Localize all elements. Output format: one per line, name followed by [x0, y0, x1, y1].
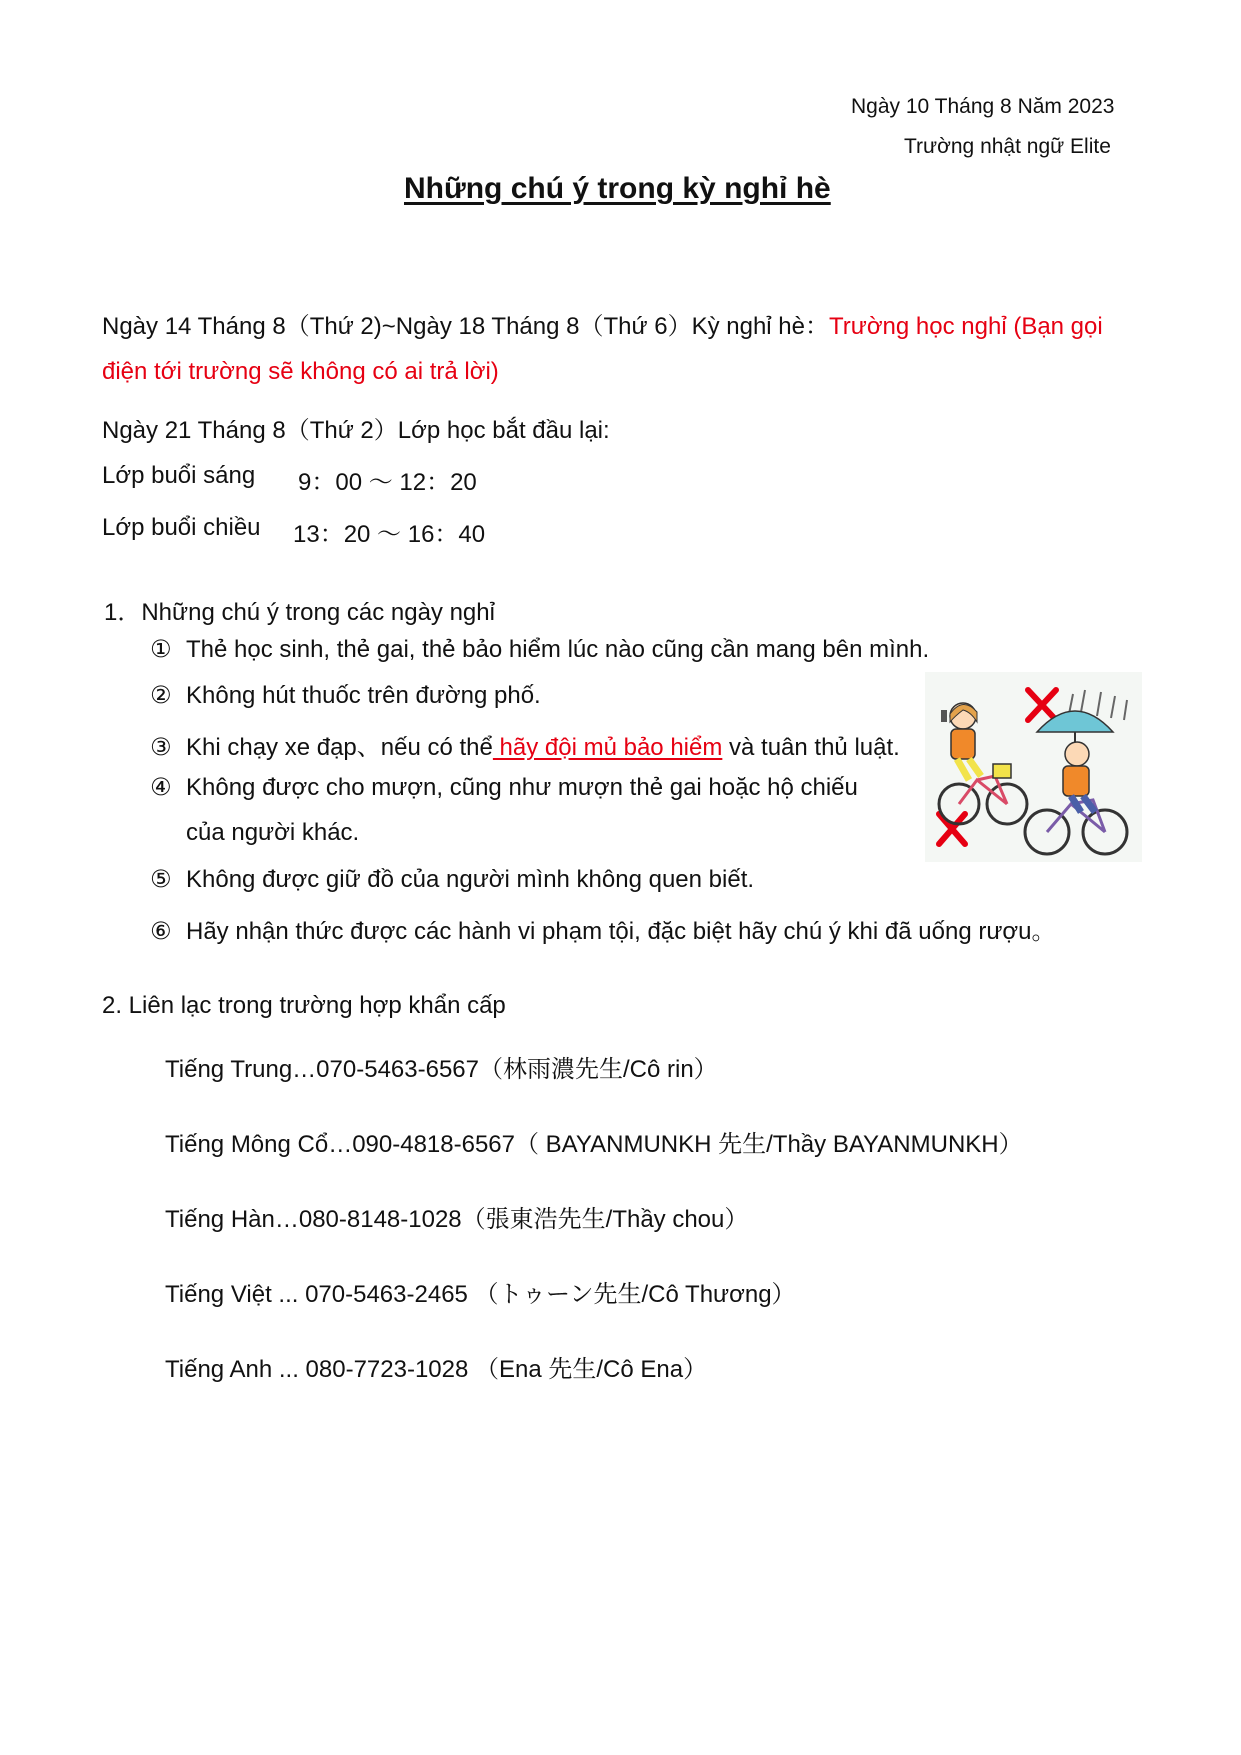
item-text: Không được cho mượn, cũng như mượn thẻ gai hoặc hộ chiếu [186, 774, 858, 801]
item-number: ② [150, 682, 172, 709]
contact-english: Tiếng Anh ... 080-7723-1028 （Ena 先生/Cô Ena） [165, 1356, 708, 1383]
list-item [150, 865, 754, 894]
holiday-line [102, 306, 1103, 341]
list-item [150, 773, 858, 802]
contact-vietnamese: Tiếng Việt ... 070-5463-2465 （トゥーン先生/Cô Thương） [165, 1281, 796, 1308]
holiday-dates: Ngày 14 Tháng 8（Thứ 2)~Ngày 18 Tháng 8（Thứ 6）Kỳ nghỉ hè： [102, 313, 829, 340]
page-title: Những chú ý trong kỳ nghỉ hè [404, 172, 831, 205]
item-text: Hãy nhận thức được các hành vi phạm tội, đặc biệt hãy chú ý khi đã uống rượu。 [186, 918, 1056, 945]
morning-class-time: 9：00 ～ 12：20 [298, 469, 477, 496]
contact-mongolian: Tiếng Mông Cổ…090-4818-6567（ BAYANMUNKH 先生/Thầy BAYANMUNKH） [165, 1131, 1023, 1158]
list-item-continuation: của người khác. [186, 819, 360, 846]
item-text: Thẻ học sinh, thẻ gai, thẻ bảo hiểm lúc nào cũng cần mang bên mình. [186, 636, 930, 663]
item-text-end: và tuân thủ luật. [722, 734, 900, 761]
item-number: ① [150, 636, 172, 663]
afternoon-class-label: Lớp buổi chiều [102, 514, 261, 541]
item-text: Không hút thuốc trên đường phố. [186, 682, 541, 709]
school-name: Trường nhật ngữ Elite [904, 135, 1111, 158]
contact-korean: Tiếng Hàn…080-8148-1028（張東浩先生/Thầy chou） [165, 1206, 749, 1233]
document-date: Ngày 10 Tháng 8 Năm 2023 [851, 95, 1115, 118]
list-item [150, 635, 929, 664]
list-item [150, 681, 541, 710]
item-number: ⑤ [150, 866, 172, 893]
afternoon-class-time: 13：20 ～ 16：40 [293, 521, 486, 548]
section2-heading: 2. Liên lạc trong trường hợp khẩn cấp [102, 992, 506, 1019]
holiday-note: Trường học nghỉ (Bạn gọi [828, 313, 1103, 340]
item-number: ⑥ [150, 918, 172, 945]
list-item [150, 911, 1055, 946]
bicycle-icon [925, 672, 1142, 862]
section1-heading: 1．Những chú ý trong các ngày nghỉ [104, 599, 495, 626]
item-number: ③ [150, 734, 172, 761]
item-text: Khi chạy xe đạp、nếu có thể [186, 734, 493, 761]
contact-chinese: Tiếng Trung…070-5463-6567（林雨濃先生/Cô rin） [165, 1056, 718, 1083]
list-item [150, 727, 900, 762]
resume-line: Ngày 21 Tháng 8（Thứ 2）Lớp học bắt đầu lại: [102, 417, 610, 444]
holiday-note-cont: điện tới trường sẽ không có ai trả lời) [102, 358, 499, 385]
item-number: ④ [150, 774, 172, 801]
helmet-highlight: hãy đội mủ bảo hiểm [492, 734, 723, 761]
item-text: Không được giữ đồ của người mình không quen biết. [186, 866, 755, 893]
bicycle-safety-illustration [925, 672, 1142, 862]
morning-class-label: Lớp buổi sáng [102, 462, 256, 489]
